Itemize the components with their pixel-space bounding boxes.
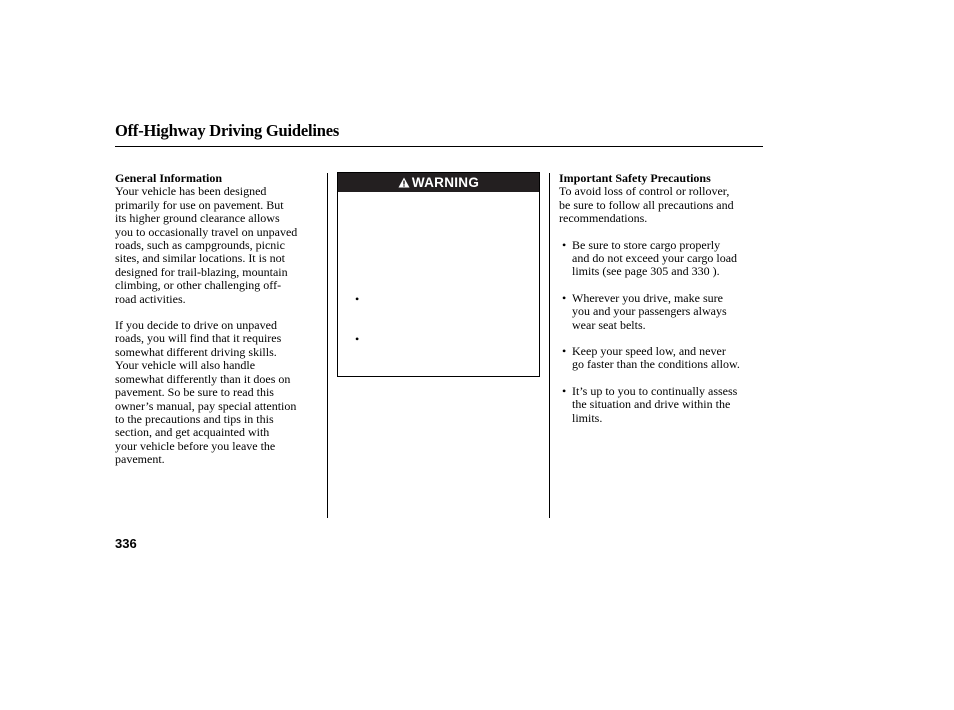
text-line: Your vehicle has been designed [115,184,267,199]
text-line: somewhat different driving skills. [115,344,277,359]
text-line: To avoid loss of control or rollover, [559,184,730,199]
text-line: It’s up to you to continually assess [572,383,738,398]
title-divider [115,146,763,147]
text-line: to the precautions and tips in this [115,411,274,426]
warning-triangle-icon [398,174,410,193]
warning-bullet-1: • [355,292,360,306]
text-line: go faster than the conditions allow. [572,357,740,372]
text-line: be sure to follow all precautions and [559,197,734,212]
text-line: If you decide to drive on unpaved [115,318,277,333]
text-line: its higher ground clearance allows [115,211,280,226]
warning-bullet-2: • [355,332,360,346]
text-line: somewhat differently than it does on [115,371,291,386]
text-line: sites, and similar locations. It is not [115,251,285,266]
safety-precautions-section [559,172,769,425]
text-line: pavement. So be sure to read this [115,385,274,400]
text-line: you to occasionally travel on unpaved [115,224,298,239]
text-line: roads, such as campgrounds, picnic [115,238,285,253]
text-line: section, and get acquainted with [115,425,270,440]
text-line: climbing, or other challenging off- [115,278,282,293]
text-line: recommendations. [559,211,648,226]
bullet-icon: • [562,237,567,252]
general-information-paragraph-1 [115,185,323,306]
bullet-icon: • [562,290,567,305]
text-line: primarily for use on pavement. But [115,197,284,212]
text-line: limits. [572,410,603,425]
page-title: Off-Highway Driving Guidelines [115,121,340,140]
safety-precautions-heading: Important Safety Precautions [559,171,711,185]
page-number: 336 [115,536,137,551]
safety-item-assess [559,385,769,425]
text-line: designed for trail-blazing, mountain [115,264,288,279]
warning-header [338,173,539,192]
text-line: Wherever you drive, make sure [572,290,723,305]
safety-item-cargo [559,239,769,279]
column-divider-right [549,173,550,518]
warning-box [337,172,540,377]
text-line: owner’s manual, pay special attention [115,398,297,413]
general-information-paragraph-2 [115,319,323,466]
text-line: you and your passengers always [572,304,727,319]
safety-item-seat-belts [559,292,769,332]
general-information-heading: General Information [115,171,222,185]
column-divider-left [327,173,328,518]
text-line: and do not exceed your cargo load [572,251,738,266]
safety-item-speed [559,345,769,372]
text-line: road activities. [115,291,186,306]
text-line: limits (see page 305 and 330 ). [572,264,720,279]
text-line: wear seat belts. [572,317,646,332]
text-line: Be sure to store cargo properly [572,237,721,252]
text-line: roads, you will find that it requires [115,331,282,346]
text-line: Your vehicle will also handle [115,358,256,373]
text-line: your vehicle before you leave the [115,438,276,453]
text-line: Keep your speed low, and never [572,344,726,359]
bullet-icon: • [562,344,567,359]
bullet-icon: • [562,383,567,398]
warning-label: WARNING [411,175,480,190]
text-line: the situation and drive within the [572,397,731,412]
safety-intro [559,185,769,225]
general-information-section [115,172,323,467]
text-line: pavement. [115,452,165,467]
